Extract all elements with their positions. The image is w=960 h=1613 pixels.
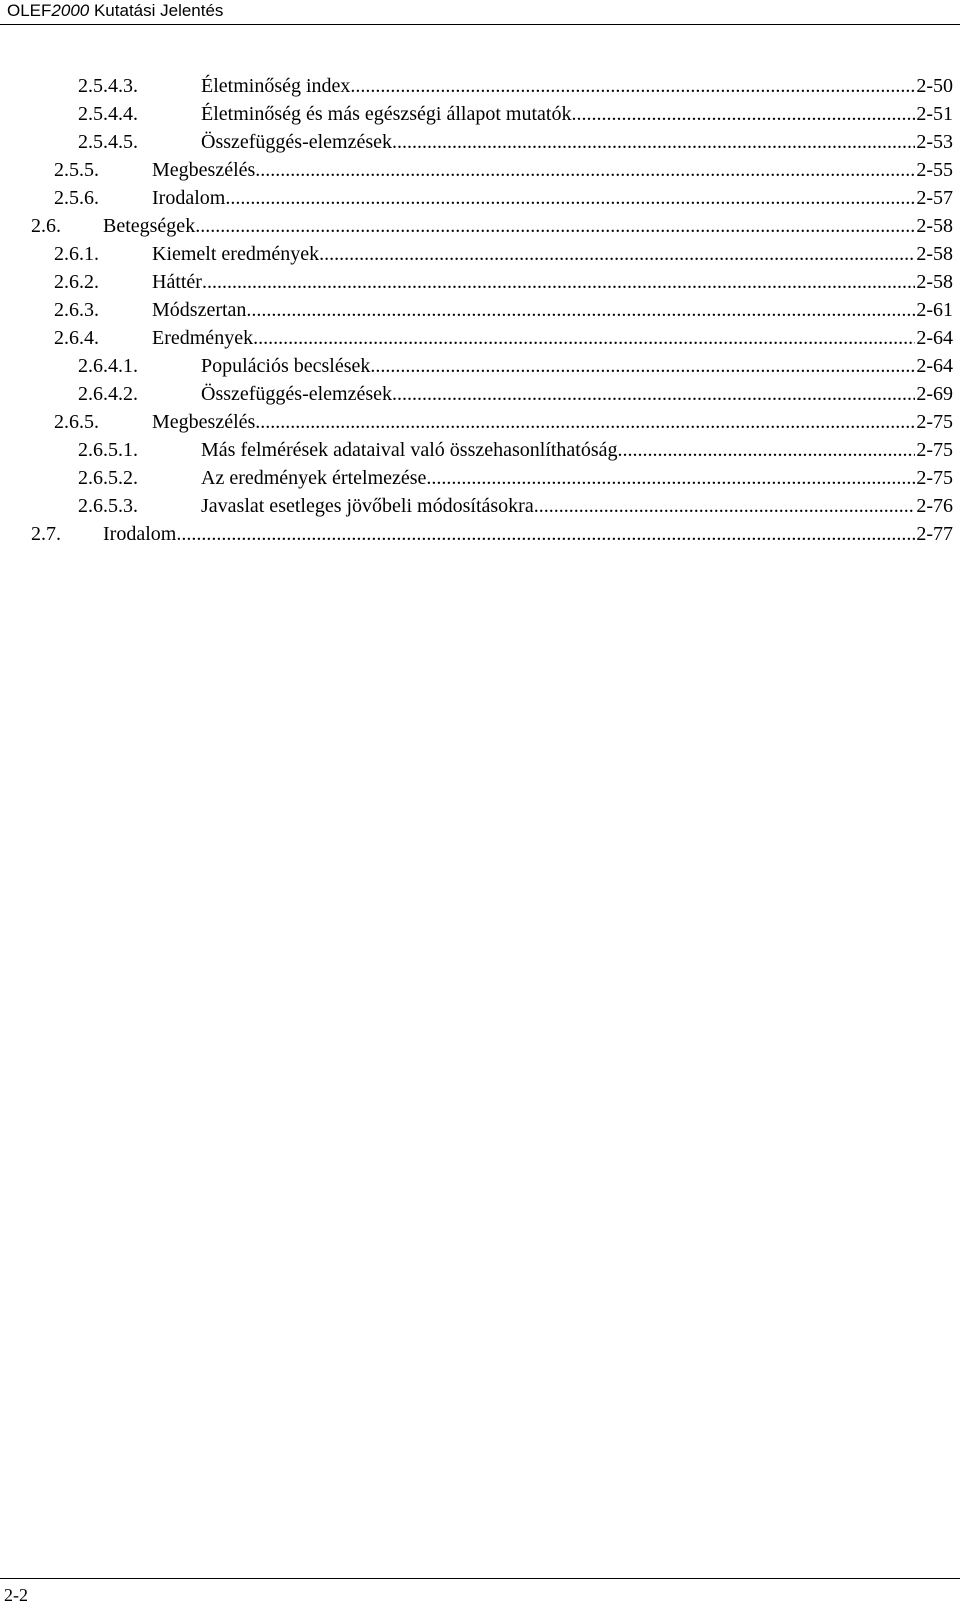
toc-entry-page: 2-77 [915,520,953,548]
toc-entry-title: Irodalom [103,520,176,548]
toc-entry-page: 2-64 [915,324,953,352]
toc-entry-page: 2-75 [915,436,953,464]
toc-entry-number: 2.6.4.1. [78,355,138,377]
toc-entry-page: 2-75 [915,464,953,492]
toc-entry[interactable] [0,408,960,436]
toc-dot-leader [195,212,915,240]
toc-entry[interactable] [0,100,960,128]
toc-entry[interactable] [0,492,960,520]
toc-entry-page: 2-58 [915,240,953,268]
toc-entry[interactable] [0,520,960,548]
toc-entry[interactable] [0,436,960,464]
toc-dot-leader [426,464,915,492]
toc-entry-page: 2-53 [915,128,953,156]
footer-rule [0,1578,960,1579]
toc-dot-leader [392,128,915,156]
toc-dot-leader [571,100,915,128]
toc-entry[interactable] [0,268,960,296]
toc-entry-number: 2.6.5. [54,411,99,433]
toc-entry-number: 2.6.2. [54,271,99,293]
header-brand: OLEF [7,1,52,20]
toc-entry-page: 2-55 [915,156,953,184]
toc-entry-page: 2-58 [915,268,953,296]
toc-entry[interactable] [0,352,960,380]
toc-entry-title: Összefüggés-elemzések [201,380,392,408]
table-of-contents [0,72,960,548]
toc-entry[interactable] [0,128,960,156]
toc-dot-leader [202,268,915,296]
toc-entry-number: 2.6.4.2. [78,383,138,405]
toc-entry-title: Életminőség index [201,72,350,100]
toc-entry[interactable] [0,296,960,324]
toc-entry[interactable] [0,212,960,240]
toc-dot-leader [370,352,915,380]
toc-entry-number: 2.5.4.4. [78,103,138,125]
toc-dot-leader [350,72,915,100]
toc-dot-leader [319,240,915,268]
toc-entry-title: Módszertan [152,296,246,324]
toc-entry-number: 2.5.4.3. [78,75,138,97]
toc-entry-page: 2-64 [915,352,953,380]
toc-entry-number: 2.7. [31,523,61,545]
toc-dot-leader [246,296,915,324]
toc-entry-number: 2.6.4. [54,327,99,349]
toc-entry-page: 2-51 [915,100,953,128]
toc-entry-title: Háttér [152,268,202,296]
toc-dot-leader [255,408,915,436]
toc-entry-page: 2-75 [915,408,953,436]
toc-dot-leader [255,156,915,184]
toc-entry-title: Irodalom [152,184,225,212]
toc-entry[interactable] [0,324,960,352]
toc-entry-page: 2-76 [915,492,953,520]
header-title: Kutatási Jelentés [93,1,224,20]
toc-entry-title: Megbeszélés [152,156,255,184]
toc-entry-number: 2.6.1. [54,243,99,265]
toc-entry-title: Kiemelt eredmények [152,240,319,268]
toc-dot-leader [176,520,915,548]
toc-entry-number: 2.5.6. [54,187,99,209]
toc-entry[interactable] [0,380,960,408]
toc-entry-title: Eredmények [152,324,253,352]
toc-entry[interactable] [0,156,960,184]
toc-entry-title: Javaslat esetleges jövőbeli módosításokra [201,492,534,520]
toc-entry-number: 2.6.5.2. [78,467,138,489]
page-number: 2-2 [4,1585,28,1605]
toc-entry-page: 2-57 [915,184,953,212]
toc-entry-title: Összefüggés-elemzések [201,128,392,156]
toc-entry-number: 2.6. [31,215,61,237]
toc-entry-title: Betegségek [103,212,195,240]
toc-entry-page: 2-50 [915,72,953,100]
toc-entry-number: 2.5.4.5. [78,131,138,153]
toc-entry-page: 2-61 [915,296,953,324]
toc-entry[interactable] [0,184,960,212]
toc-dot-leader [392,380,915,408]
toc-dot-leader [225,184,915,212]
toc-dot-leader [618,436,916,464]
toc-entry[interactable] [0,464,960,492]
toc-entry-number: 2.6.5.1. [78,439,138,461]
toc-entry[interactable] [0,72,960,100]
running-header [7,0,223,22]
toc-entry-title: Az eredmények értelmezése [201,464,426,492]
toc-entry-title: Más felmérések adataival való összehasonlíthatóság [201,436,618,464]
toc-entry-number: 2.6.5.3. [78,495,138,517]
toc-entry[interactable] [0,240,960,268]
toc-dot-leader [534,492,916,520]
toc-dot-leader [253,324,915,352]
toc-entry-title: Megbeszélés [152,408,255,436]
toc-entry-title: Populációs becslések [201,352,370,380]
toc-entry-page: 2-58 [915,212,953,240]
toc-entry-title: Életminőség és más egészségi állapot mutatók [201,100,571,128]
toc-entry-number: 2.6.3. [54,299,99,321]
header-year: 2000 [51,1,90,20]
toc-entry-number: 2.5.5. [54,159,99,181]
header-rule [0,24,960,25]
toc-entry-page: 2-69 [915,380,953,408]
